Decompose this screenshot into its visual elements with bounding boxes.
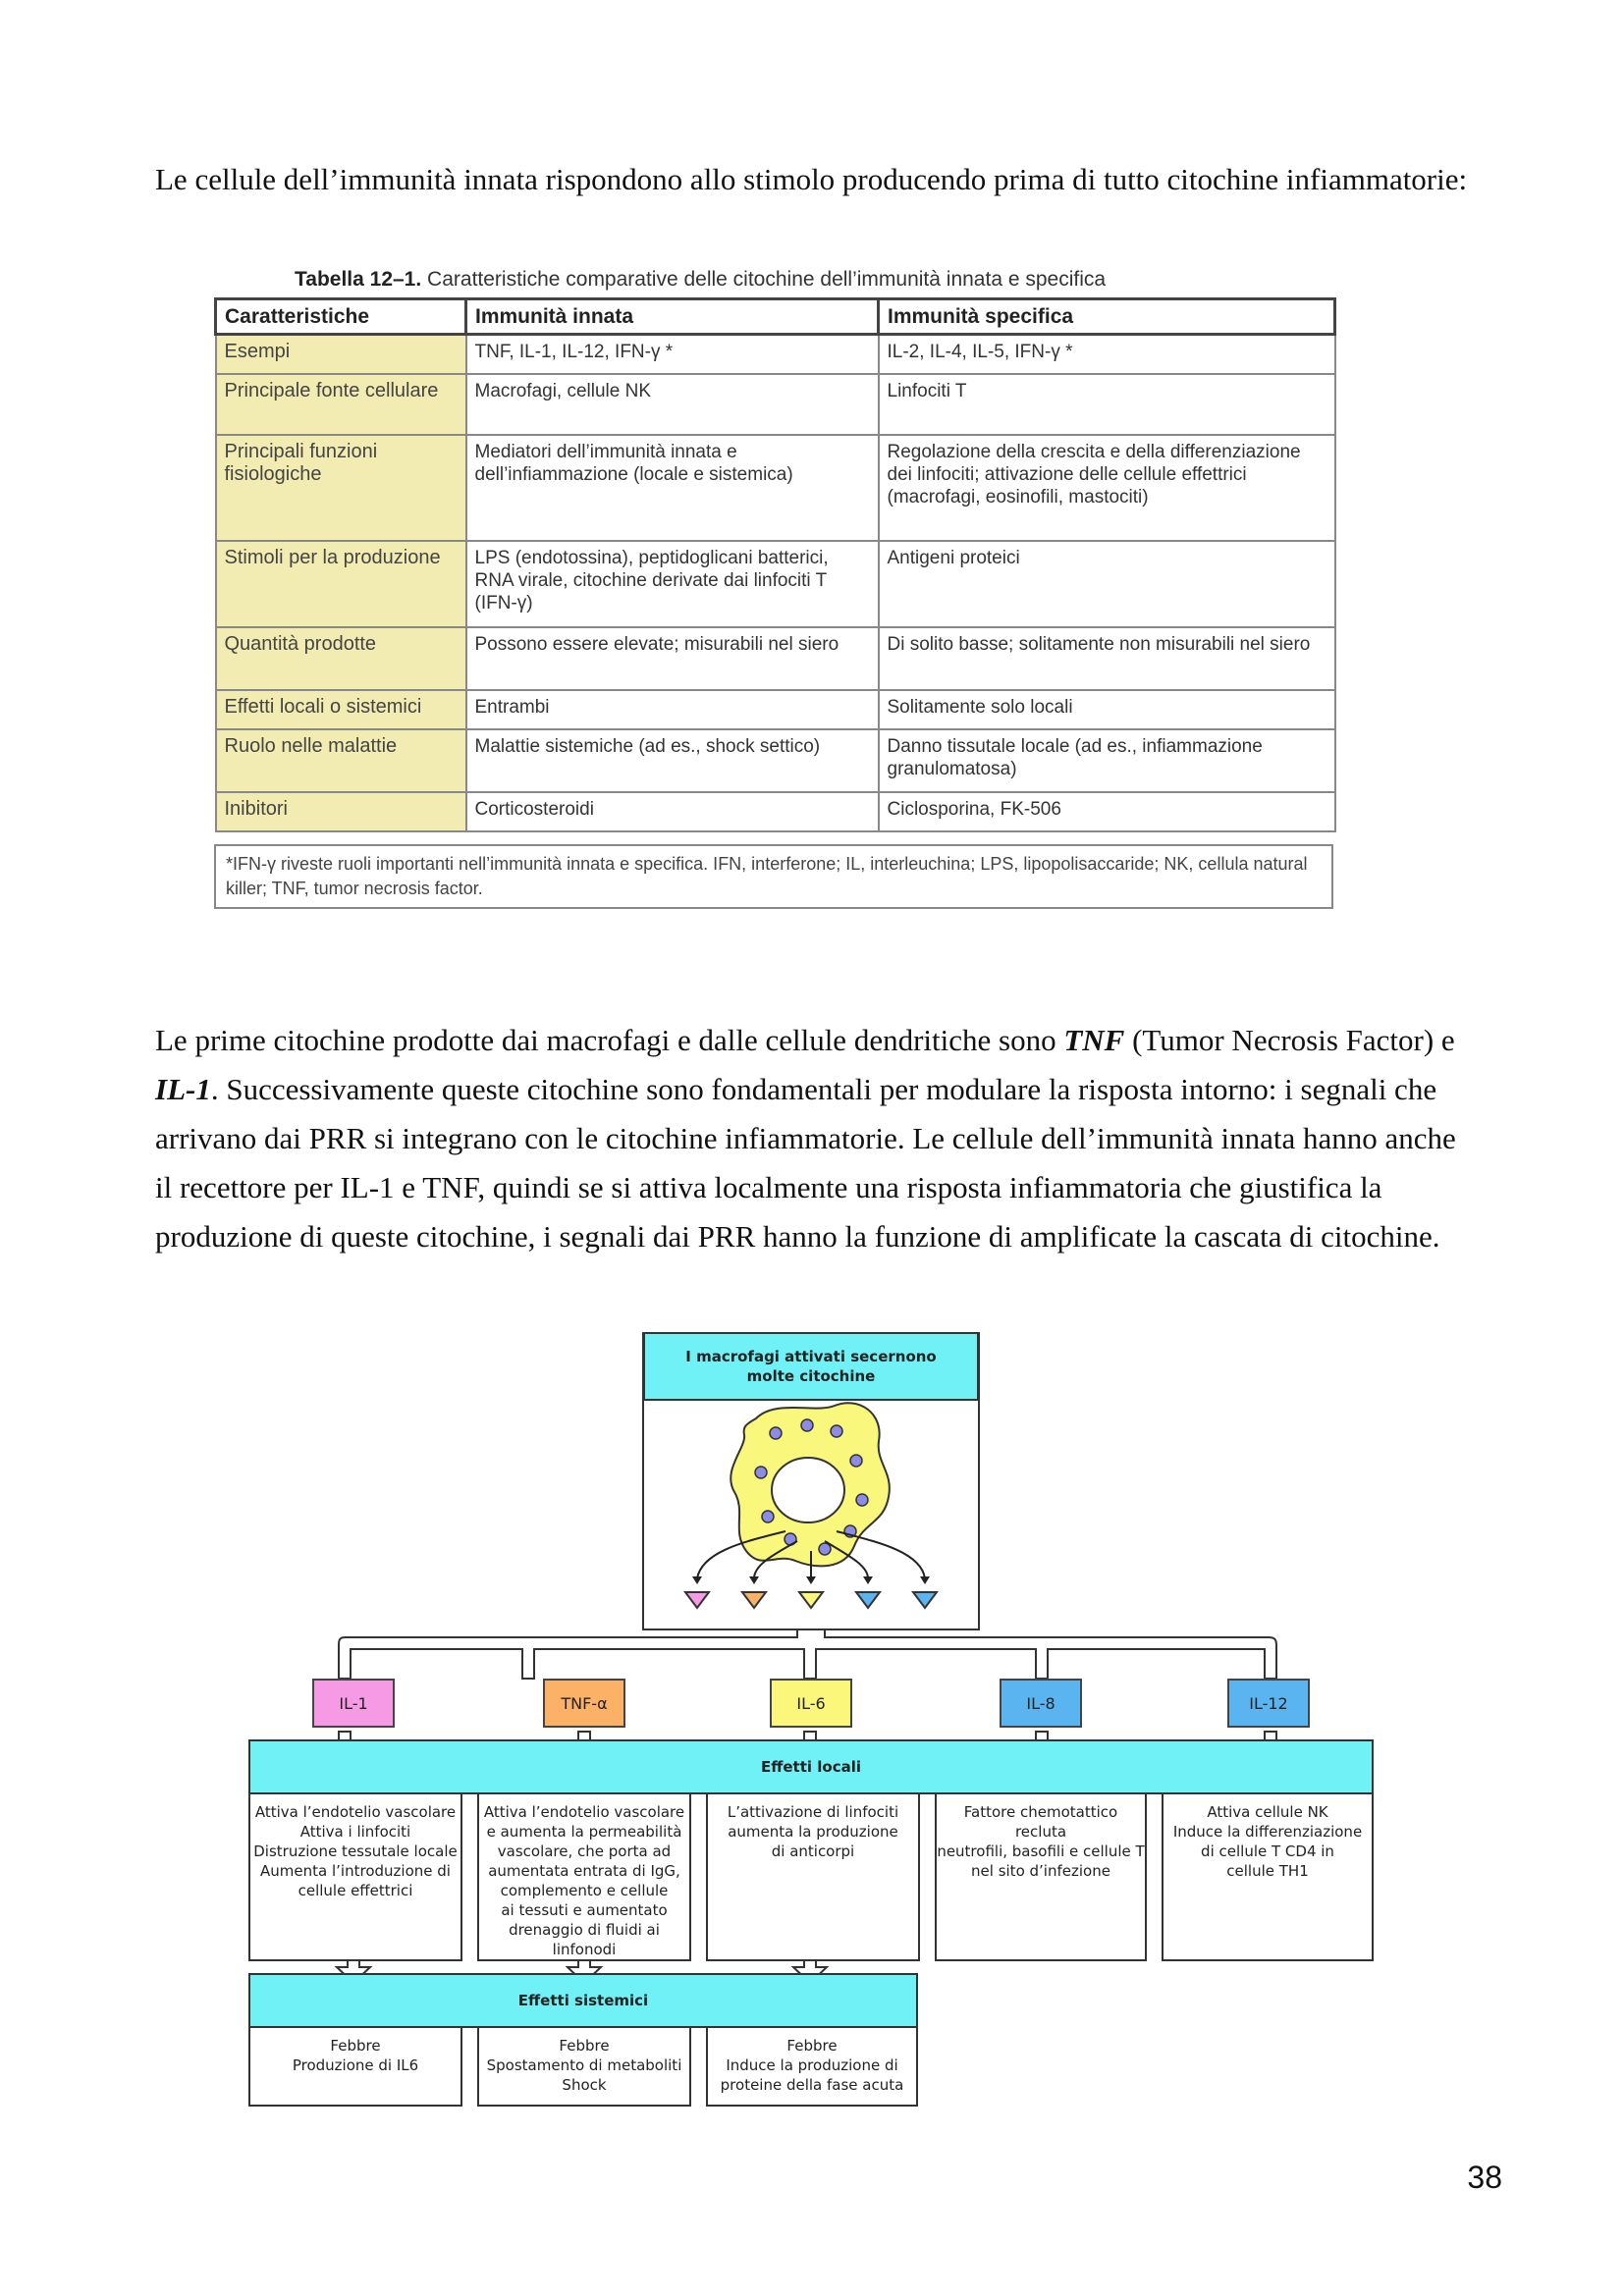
header-specific-immunity: Immunità specifica: [879, 299, 1335, 335]
header-characteristics: Caratteristiche: [216, 299, 466, 335]
table-caption-text: Caratteristiche comparative delle citochine dell’immunità innata e specifica: [427, 268, 1107, 291]
local-effects-title: Effetti locali: [760, 1758, 862, 1776]
systemic-effect-text: Febbre Induce la produzione di proteine della fase acuta: [720, 2037, 904, 2094]
local-effect-text: Attiva cellule NK Induce la differenziazione di cellule T CD4 in cellule TH1: [1172, 1803, 1363, 1880]
systemic-effect-il1: [248, 2026, 462, 2107]
systemic-effect-text: Febbre Produzione di IL6: [292, 2037, 419, 2074]
diagram-title-text: I macrofagi attivati secernono molte citochine: [685, 1348, 937, 1385]
row-feature: Inibitori: [216, 792, 466, 831]
row-innate: Macrofagi, cellule NK: [466, 374, 879, 435]
systemic-effect-tnf: [477, 2026, 691, 2107]
row-specific: Solitamente solo locali: [879, 690, 1335, 729]
il1-term: IL-1: [155, 1072, 211, 1106]
local-effect-il8: [935, 1792, 1147, 1961]
paragraph-text: Le prime citochine prodotte dai macrofagi e dalle cellule dendritiche sono: [155, 1023, 1064, 1057]
distribution-pipe: [339, 1629, 1276, 1679]
systemic-effects-title: Effetti sistemici: [517, 1992, 649, 2009]
row-feature: Principale fonte cellulare: [216, 374, 466, 435]
row-specific: Danno tissutale locale (ad es., infiammazione granulomatosa): [879, 729, 1335, 792]
local-effect-tnf: [477, 1792, 691, 1961]
row-feature: Principali funzioni fisiologiche: [216, 435, 466, 541]
local-effect-il6: [706, 1792, 920, 1961]
local-effects-header: [248, 1739, 1374, 1794]
table-caption-label: Tabella 12–1.: [295, 268, 422, 291]
systemic-effect-il6: [706, 2026, 918, 2107]
row-feature: Quantità prodotte: [216, 627, 466, 690]
row-innate: Possono essere elevate; misurabili nel siero: [466, 627, 879, 690]
nucleus-icon: [772, 1458, 844, 1522]
local-effect-il12: [1162, 1792, 1374, 1961]
row-feature: Esempi: [216, 335, 466, 374]
row-specific: Antigeni proteici: [879, 541, 1335, 627]
intro-paragraph: Le cellule dell’immunità innata rispondono allo stimolo producendo prima di tutto citochine infiammatorie:: [155, 162, 1468, 196]
row-innate: LPS (endotossina), peptidoglicani batterici, RNA virale, citochine derivate dai linfociti T (IFN-γ): [466, 541, 879, 627]
local-effect-text: L’attivazione di linfociti aumenta la produzione di anticorpi: [727, 1803, 899, 1860]
systemic-effect-text: Febbre Spostamento di metaboliti Shock: [486, 2037, 682, 2094]
systemic-effects-header: [248, 1973, 918, 2028]
row-specific: Linfociti T: [879, 374, 1335, 435]
row-specific: Ciclosporina, FK-506: [879, 792, 1335, 831]
table-footnote: *IFN-γ riveste ruoli importanti nell’immunità innata e specifica. IFN, interferone; IL, interleuchina; LPS, lipopolisaccaride; NK, cellula natural killer; TNF, tumor necrosis factor.: [214, 844, 1333, 909]
row-specific: Regolazione della crescita e della differenziazione dei linfociti; attivazione delle cellule effettrici (macrofagi, eosinofili, mastociti): [879, 435, 1335, 541]
cytokine-tnf-alpha: TNF-α: [543, 1679, 625, 1728]
row-feature: Stimoli per la produzione: [216, 541, 466, 627]
row-innate: Mediatori dell’immunità innata e dell’infiammazione (locale e sistemica): [466, 435, 879, 541]
cytokine-il12: IL-12: [1227, 1679, 1310, 1728]
diagram-title: [643, 1332, 979, 1401]
row-specific: Di solito basse; solitamente non misurabili nel siero: [879, 627, 1335, 690]
paragraph-text: . Successivamente queste citochine sono fondamentali per modulare la risposta intorno: i segnali che arrivano dai PRR si integrano con le citochine infiammatorie. Le cellule dell’immunità innata hanno anche il recettore per IL-1 e TNF, quindi se si attiva localmente una risposta infiammatoria che giustifica la produzione di queste citochine, i segnali dai PRR hanno la funzione di amplificate la cascata di citochine.: [155, 1072, 1456, 1254]
cytokine-il6: IL-6: [770, 1679, 852, 1728]
cytokine-il8: IL-8: [1000, 1679, 1082, 1728]
row-feature: Effetti locali o sistemici: [216, 690, 466, 729]
row-innate: TNF, IL-1, IL-12, IFN-γ *: [466, 335, 879, 374]
paragraph-text: (Tumor Necrosis Factor) e: [1124, 1023, 1455, 1057]
row-innate: Entrambi: [466, 690, 879, 729]
row-specific: IL-2, IL-4, IL-5, IFN-γ *: [879, 335, 1335, 374]
row-feature: Ruolo nelle malattie: [216, 729, 466, 792]
local-effect-il1: [248, 1792, 462, 1961]
tnf-term: TNF: [1063, 1023, 1125, 1057]
local-effect-text: Attiva l’endotelio vascolare e aumenta la permeabilità vascolare, che porta ad aumentata entrata di IgG, complemento e cellule ai tessuti e aumentato drenaggio di fluidi ai linfonodi: [483, 1803, 685, 1958]
row-innate: Corticosteroidi: [466, 792, 879, 831]
cytokine-il1: IL-1: [312, 1679, 395, 1728]
local-effect-text: Fattore chemotattico recluta neutrofili, basofili e cellule T nel sito d’infezione: [937, 1803, 1145, 1880]
header-innate-immunity: Immunità innata: [466, 299, 879, 335]
row-innate: Malattie sistemiche (ad es., shock settico): [466, 729, 879, 792]
page-number: 38: [1467, 2160, 1502, 2195]
local-effect-text: Attiva l’endotelio vascolare Attiva i linfociti Distruzione tessutale locale Aumenta l’introduzione di cellule effettrici: [253, 1803, 458, 1899]
